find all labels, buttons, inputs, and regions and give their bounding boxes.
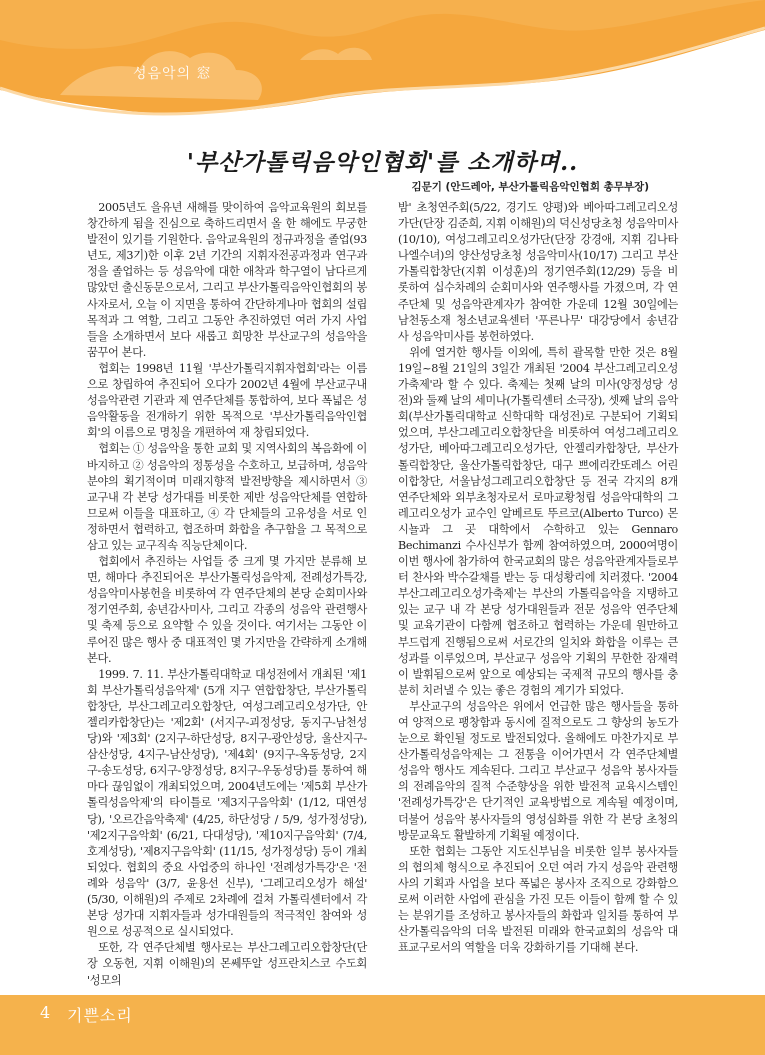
article-title: '부산가톨릭음악인협회'를 소개하며.. xyxy=(186,149,579,176)
paragraph: 위에 열거한 행사들 이외에, 특히 괄목할 만한 것은 8월 19일~8월 21일의 3일간 개최된 '2004 부산그레고리오성가축제'라 할 수 있다. 축제는 첫째 날의 미사(양정성당 성전)와 둘째 날의 세미나(가톨릭센터 소극장), 셋째 날의 음악회(부산가톨릭대학교 신학대학 대성전)로 구분되어 기획되었으며, 부산그레고리오합창단을 비롯하여 여성그레고리오성가단, 베아따그레고리오성가단, 안젤리카합창단, 부산가톨릭합창단, 울산가톨릭합창단, 대구 쁘에리칸또레스 어린이합창단, 서울남성그레고리오합창단 등 전국 각지의 8개 연주단체와 외부초청자로서 로마교황청립 성음악대학의 그레고리오성가 교수인 알베르토 뚜르코(Alberto Turco) 몬시뇰과 그 곳 대학에서 수학하고 있는 Gennaro Bechimanzi 수사신부가 함께 참여하였으며, 2000여명이 이번 행사에 참가하여 한국교회의 많은 성음악관계자들로부터 찬사와 박수갈채를 받는 등 대성황리에 치러졌다. '2004 부산그레고리오성가축제'는 부산의 가톨릭음악을 지탱하고 있는 교구 내 각 본당 성가대원들과 전문 성음악 연주단체 및 교육기관이 다함께 협조하고 협력하는 가운데 원만하고 부드럽게 진행됨으로써 서로간의 일치와 화합을 이루는 큰 성과를 이루었으며, 부산교구 성음악 기획의 무한한 잠재력이 발휘됨으로써 앞으로 예상되는 국제적 규모의 행사를 충분히 치러낼 수 있는 좋은 경험의 계기가 되었다. xyxy=(398,345,678,697)
header-cloud-banner xyxy=(0,0,765,130)
magazine-name: 기쁜소리 xyxy=(67,1006,133,1025)
paragraph: 협회에서 추진하는 사업들 중 크게 몇 가지만 분류해 보면, 해마다 추진되어온 부산가톨릭성음악제, 전례성가특강, 성음악미사봉헌을 비롯하여 각 연주단체의 본당 순회미사와 정기연주회, 송년감사미사, 그리고 각종의 성음악 관련행사 및 축제 등으로 요약할 수 있을 것이다. 여기서는 그동안 이루어진 많은 행사 중 대표적인 몇 가지만을 간략하게 소개해 본다. xyxy=(87,555,367,665)
paragraph: 또한 협회는 그동안 지도신부님을 비롯한 일부 봉사자들의 협의체 형식으로 추진되어 오던 여러 가지 성음악 관련행사의 기획과 사업을 보다 폭넓은 봉사자 조직으로 강화함으로써 이러한 사업에 관심을 가진 모든 이들이 함께 할 수 있는 분위기를 조성하고 봉사자들의 화합과 일치를 통하여 부산가톨릭음악의 더욱 발전된 미래와 한국교회의 성음악 대표교구로서의 역할을 더욱 강화하기를 기대해 본다. xyxy=(398,844,678,955)
paragraph: 협회는 ① 성음악을 통한 교회 및 지역사회의 복음화에 이바지하고 ② 성음악의 정통성을 수호하고, 보급하며, 성음악분야의 획기적이며 미래지향적 발전방향을 제시하면서 ③ 교구내 각 본당 성가대를 비롯한 제반 성음악단체를 연합하므로써 이들을 대표하고, ④ 각 단체들의 고유성을 서로 인정하면서 협력하고, 협조하며 화합을 추구함을 그 목적으로 삼고 있는 교구직속 직능단체이다. xyxy=(87,442,367,552)
paragraph: 밤' 초청연주회(5/22, 경기도 양평)와 베아따그레고리오성가단(단장 김준희, 지휘 이해원)의 덕신성당초청 성음악미사(10/10), 여성그레고리오성가단(단장 강경애, 지휘 김나타나엘수녀)의 양산성당초청 성음악미사(10/17) 그리고 부산가톨릭합창단(지휘 이성훈)의 정기연주회(12/29) 등을 비롯하여 십수차례의 순회미사와 연주행사를 가졌으며, 각 연주단체 및 성음악관계자가 참여한 가운데 12월 30일에는 남천동소재 청소년교육센터 '푸른나무' 대강당에서 송년감사 성음악미사를 봉헌하였다. xyxy=(398,201,678,343)
paragraph: 1999. 7. 11. 부산가톨릭대학교 대성전에서 개최된 '제1회 부산가톨릭성음악제' (5개 지구 연합합창단, 부산가톨릭합창단, 부산그레고리오합창단, 여성그레고리오성가단, 안젤리카합창단)는 '제2회' (서지구-괴정성당, 동지구-남천성당)와 '제3회' (2지구-하단성당, 8지구-광안성당, 울산지구-삼산성당, 4지구-남산성당), '제4회' (9지구-옥동성당, 2지구-송도성당, 6지구-양정성당, 8지구-우동성당)를 통하여 해마다 끊임없이 개최되었으며, 2004년도에는 '제5회 부산가톨릭성음악제'의 타이틀로 '제3지구음악회' (1/12, 대연성당), '오르간음악축제' (4/25, 하단성당 / 5/9, 성가정성당), '제2지구음악회' (6/21, 다대성당), '제10지구음악회' (7/4, 호계성당), '제8지구음악회' (11/15, 성가정성당) 등이 개최되었다. 협회의 중요 사업중의 하나인 '전례성가특강'은 '전례와 성음악' (3/7, 윤용선 신부), '그레고리오성가 해설' (5/30, 이해원)의 주제로 2차례에 걸쳐 가톨릭센터에서 각 본당 성가대 지휘자들과 성가대원들의 적극적인 참여와 성원으로 성공적으로 실시되었다. xyxy=(87,667,367,939)
paragraph: 2005년도 을유년 새해를 맞이하여 음악교육원의 회보를 창간하게 됨을 진심으로 축하드리면서 올 한 해에도 무궁한 발전이 있기를 기원한다. 음악교육원의 정규과정을 졸업(93년도, 제3기)한 이후 2년 기간의 지휘자전공과정과 연구과정을 졸업하는 등 성음악에 대한 애착과 학구열이 남다르게 많았던 출신동문으로서, 그리고 부산가톨릭음악인협회의 봉사자로서, 오늘 이 지면을 통하여 간단하게나마 협회의 설립목적과 그 역할, 그리고 그동안 추진하였던 여러 가지 사업들을 소개하면서 보다 새롭고 희망찬 부산교구의 성음악을 꿈꾸어 본다. xyxy=(87,201,367,359)
paragraph: 또한, 각 연주단체별 행사로는 부산그레고리오합창단(단장 오동헌, 지휘 이해원)의 몬쎄뚜알 성프란치스코 수도회 '성모의 xyxy=(87,941,367,987)
paragraph: 협회는 1998년 11월 '부산가톨릭지휘자협회'라는 이름으로 창립하여 추진되어 오다가 2002년 4월에 부산교구내 성음악관련 기관과 제 연주단체를 통합하여, 보다 폭넓은 성음악활동을 전개하기 위한 목적으로 '부산가톨릭음악인협회'의 이름으로 명칭을 개편하여 재 창립되었다. xyxy=(87,361,367,440)
left-column xyxy=(87,200,367,989)
right-column xyxy=(398,200,678,956)
page-header xyxy=(0,0,765,130)
article-byline: 김문기 (안드레아, 부산가톨릭음악인협회 총무부장) xyxy=(411,181,649,193)
paragraph: 부산교구의 성음악은 위에서 언급한 많은 행사들을 통하여 양적으로 팽창함과 동시에 질적으로도 그 향상의 농도가 눈으로 확인될 정도로 발전되었다. 올해에도 마찬가지로 부산가톨릭성음악제는 그 전통을 이어가면서 각 연주단체별 성음악 행사도 계속된다. 그리고 부산교구 성음악 봉사자들의 전례음악의 질적 수준향상을 위한 발전적 교육시스템인 '전례성가특강'은 단기적인 교육방법으로 계속될 예정이며, 더불어 성음악 봉사자들의 영성심화를 위한 각 본당 초청의 방문교육도 활발하게 기획될 예정이다. xyxy=(398,699,678,842)
page-number: 4 xyxy=(40,1003,51,1022)
section-label: 성음악의 窓 xyxy=(133,66,212,82)
